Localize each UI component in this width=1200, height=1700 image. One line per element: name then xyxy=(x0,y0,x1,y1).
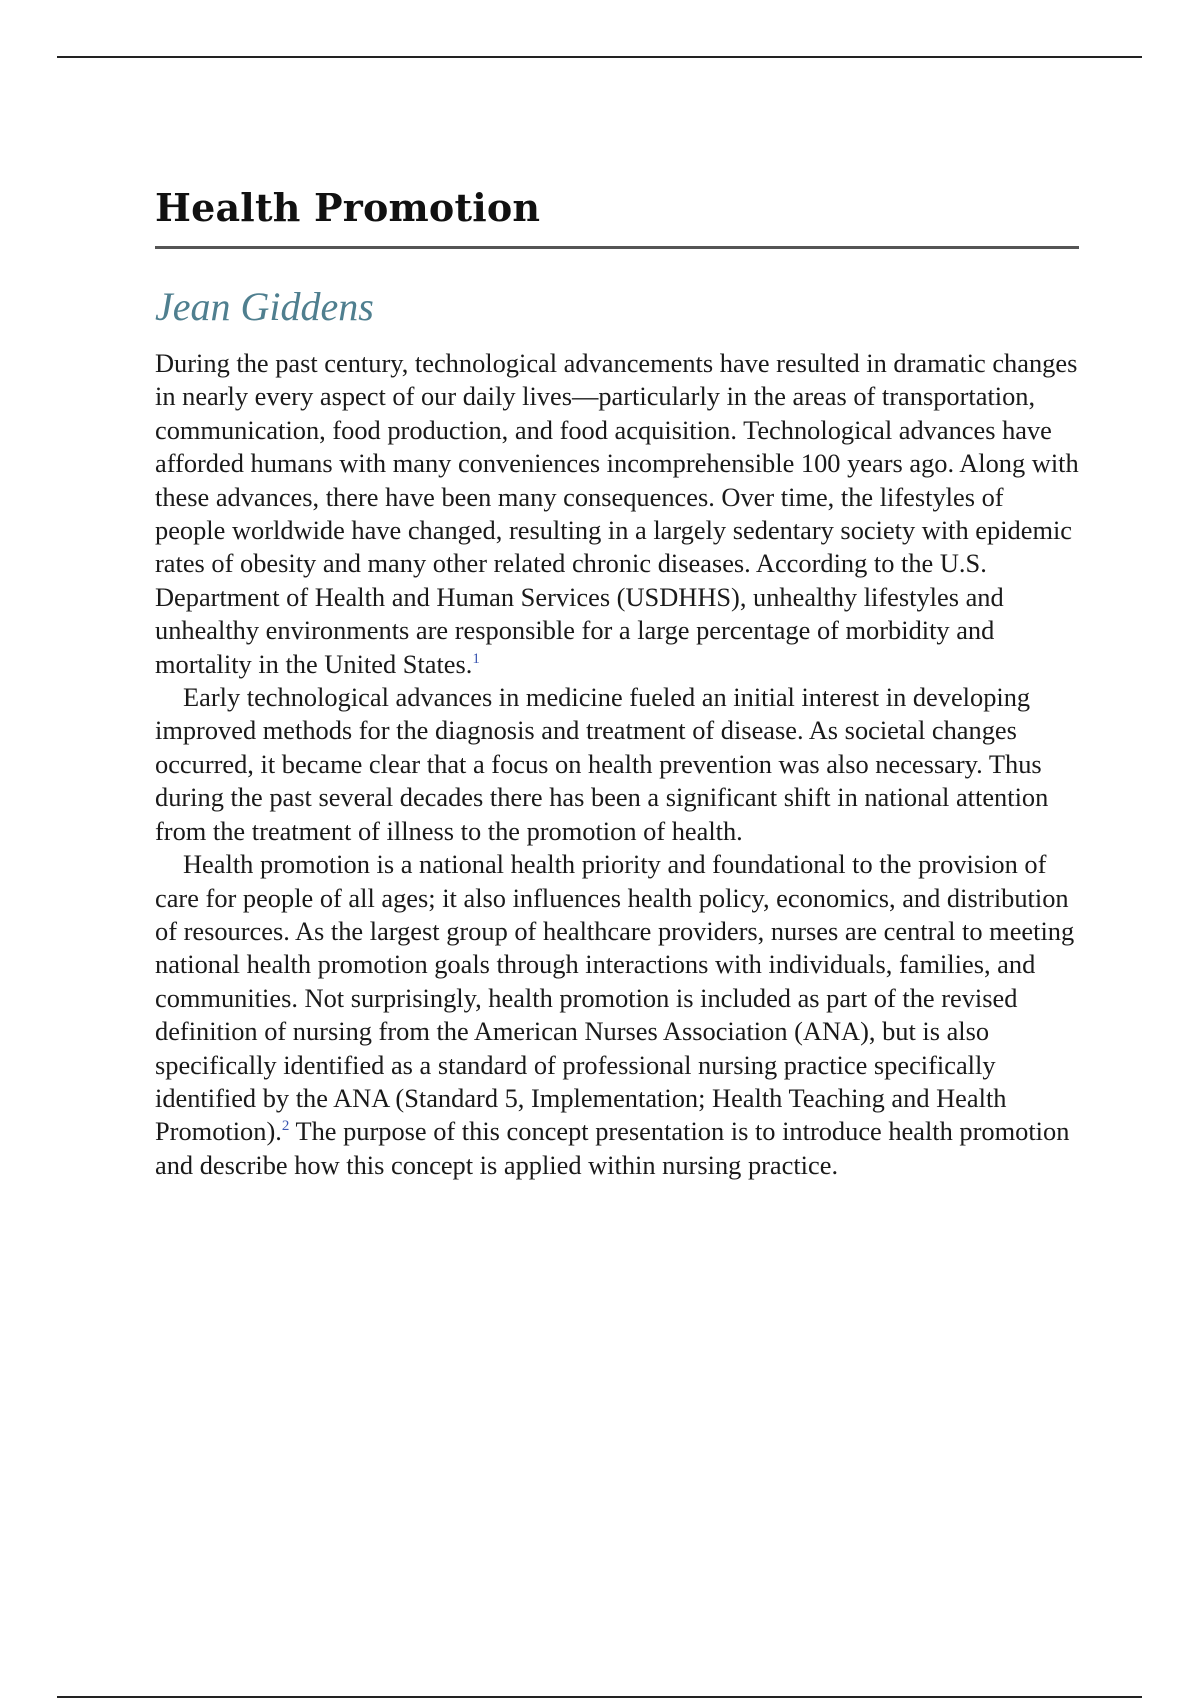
paragraph-1-text: During the past century, technological advancements have resulted in dramatic changes in nearly every aspect of our daily lives—particularly in the areas of transportation, communication, food production, and food acquisition. Technological advances have afforded humans with many conveniences incomprehensible 100 years ago. Along with these advances, there have been many consequences. Over time, the lifestyles of people worldwide have changed, resulting in a largely sedentary society with epidemic rates of obesity and many other related chronic diseases. According to the U.S. Department of Health and Human Services (USDHHS), unhealthy lifestyles and unhealthy environments are responsible for a large percentage of morbidity and mortality in the United States. xyxy=(155,348,1079,679)
chapter-body xyxy=(155,347,1079,1182)
paragraph-1 xyxy=(155,347,1079,681)
citation-link-2[interactable]: 2 xyxy=(281,1118,290,1135)
citation-link-1[interactable]: 1 xyxy=(472,650,480,667)
page-top-rule xyxy=(57,56,1142,58)
paragraph-3-tail: The purpose of this concept presentation is to introduce health promotion and describe how this concept is applied within nursing practice. xyxy=(155,1116,1070,1180)
title-underline xyxy=(155,246,1079,249)
paragraph-2-text: Early technological advances in medicine fueled an initial interest in developing improved methods for the diagnosis and treatment of disease. As societal changes occurred, it became clear that a focus on health prevention was also necessary. Thus during the past several decades there has been a significant shift in national attention from the treatment of illness to the promotion of health. xyxy=(155,682,1049,846)
page-bottom-rule xyxy=(57,1696,1142,1698)
chapter-content xyxy=(155,180,1079,1182)
chapter-title: Health Promotion xyxy=(155,185,541,230)
paragraph-2 xyxy=(155,681,1079,848)
author-name: Jean Giddens xyxy=(155,284,374,329)
paragraph-3-text: Health promotion is a national health priority and foundational to the provision of care for people of all ages; it also influences health policy, economics, and distribution of resources. As the largest group of healthcare providers, nurses are central to meeting national health promotion goals through interactions with individuals, families, and communities. Not surprisingly, health promotion is included as part of the revised definition of nursing from the American Nurses Association (ANA), but is also specifically identified as a standard of professional nursing practice specifically identified by the ANA (Standard 5, Implementation; Health Teaching and Health Promotion). xyxy=(155,849,1075,1147)
paragraph-3 xyxy=(155,848,1079,1182)
